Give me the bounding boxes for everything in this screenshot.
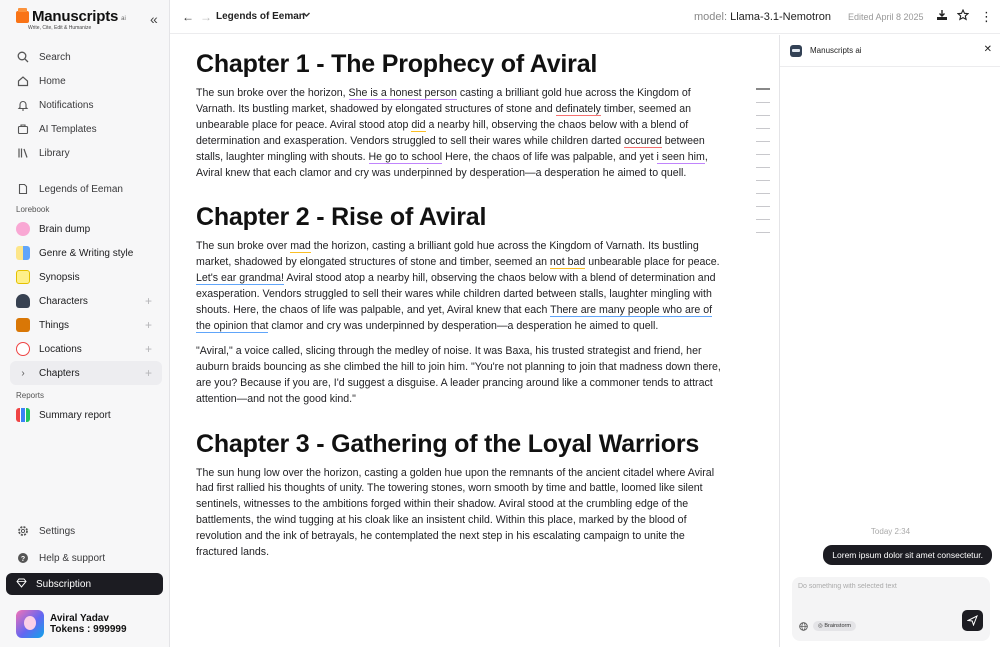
brain-icon bbox=[16, 222, 30, 236]
nav-notifications[interactable] bbox=[10, 93, 162, 117]
add-location-icon[interactable]: + bbox=[144, 342, 152, 356]
globe-icon[interactable] bbox=[799, 622, 808, 633]
bell-icon bbox=[16, 98, 30, 112]
nav-ai-templates-label: AI Templates bbox=[39, 123, 97, 135]
chevron-right-icon[interactable]: › bbox=[21, 367, 25, 379]
document-minimap[interactable] bbox=[756, 88, 770, 245]
briefcase-icon bbox=[16, 122, 30, 136]
chat-timestamp: Today 2:34 bbox=[870, 527, 911, 536]
subscription-label: Subscription bbox=[36, 578, 92, 590]
minimap-line bbox=[756, 167, 770, 168]
chapter-title[interactable]: Chapter 3 - Gathering of the Loyal Warriors bbox=[196, 429, 700, 458]
nav-library[interactable] bbox=[10, 141, 162, 165]
lore-synopsis-label: Synopsis bbox=[39, 271, 80, 283]
brand-ai-suffix: ai bbox=[121, 16, 126, 22]
suggestion-highlight[interactable]: definately bbox=[555, 102, 601, 115]
text-run: Here, the chaos of life was palpable, and yet bbox=[442, 150, 657, 163]
memo-icon bbox=[16, 270, 30, 284]
minimap-line bbox=[756, 180, 770, 181]
lore-brain-dump-label: Brain dump bbox=[39, 223, 91, 235]
lore-characters-label: Characters bbox=[39, 295, 88, 307]
text-run: Aviral stood atop a nearby hill, observing the chaos below with a blend of determination and exasperation. Vendors struggled to sell their wares while children darted between stalls, laughter mingling with shouts. Here, the chaos of life was palpable, and yet, Aviral knew that each bbox=[196, 272, 716, 317]
bar-chart-icon bbox=[16, 408, 30, 422]
report-summary[interactable] bbox=[10, 403, 162, 427]
send-icon bbox=[967, 615, 978, 626]
diamond-icon bbox=[16, 578, 27, 591]
nav-library-label: Library bbox=[39, 147, 70, 159]
suggestion-highlight[interactable]: mad bbox=[290, 240, 311, 253]
add-chapter-icon[interactable]: + bbox=[144, 366, 152, 380]
text-run: "Aviral," a voice called, slicing through the medley of noise. It was Baxa, his trusted strategist and friend, her auburn braids bouncing as she climbed the hill to join him. "You're not planning to join that madness down there, are you? Because if you are, I'd suggest a disguise. A leader prancing around like a commoner tends to attract attention—and not the good kind." bbox=[196, 344, 721, 405]
subscription-button[interactable] bbox=[6, 573, 163, 595]
text-run: between stalls, laughter mingling with shouts. bbox=[196, 134, 705, 163]
download-icon[interactable] bbox=[936, 9, 948, 24]
brainstorm-icon: ◎ bbox=[818, 623, 823, 629]
minimap-line bbox=[756, 141, 770, 142]
nav-ai-templates[interactable] bbox=[10, 117, 162, 141]
lore-characters[interactable] bbox=[10, 289, 162, 313]
ninja-icon bbox=[16, 294, 30, 308]
nav-home[interactable] bbox=[10, 69, 162, 93]
gear-icon bbox=[16, 524, 30, 538]
nav-settings[interactable] bbox=[10, 519, 162, 543]
document-editor[interactable] bbox=[196, 48, 726, 570]
more-options-icon[interactable]: ⋮ bbox=[980, 9, 993, 24]
text-run: The sun hung low over the horizon, casting a golden hue upon the remnants of the ancient citadel where Aviral had first rallied his thoughts of unity. The towering stones, worn smooth by time and battle, loomed like silent sentinels, witnesses to the ambitions forged within their shadow. Aviral stood at the crumbling edge of the battlements, the wind tugging at his cloak like an insistent child. Within this place, marked by the blood of revolution and the ink of betrayals, he contemplated the next step in his escalating campaign to unite the fractured lands. bbox=[196, 466, 715, 559]
chapter-title[interactable]: Chapter 1 - The Prophecy of Aviral bbox=[196, 50, 598, 78]
lore-genre-label: Genre & Writing style bbox=[39, 247, 134, 259]
add-character-icon[interactable]: + bbox=[144, 294, 152, 308]
close-icon[interactable]: ✕ bbox=[983, 44, 992, 55]
reports-heading: Reports bbox=[16, 391, 45, 400]
model-name: Llama-3.1-Nemotron bbox=[730, 11, 831, 23]
main-nav bbox=[10, 45, 162, 165]
robot-icon bbox=[790, 45, 802, 57]
lorebook-heading: Lorebook bbox=[16, 205, 50, 214]
lore-things-label: Things bbox=[39, 319, 70, 331]
text-run: The sun broke over the horizon, bbox=[196, 87, 349, 99]
ai-assistant-panel bbox=[779, 35, 1000, 647]
minimap-line bbox=[756, 193, 770, 194]
search-icon bbox=[16, 50, 30, 64]
suggestion-highlight[interactable]: i seen him bbox=[656, 150, 705, 163]
add-thing-icon[interactable]: + bbox=[144, 318, 152, 332]
sidebar bbox=[0, 0, 170, 647]
suggestion-highlight[interactable]: occured bbox=[624, 134, 662, 147]
nav-settings-label: Settings bbox=[39, 525, 76, 537]
chat-message-bubble: Lorem ipsum dolor sit amet consectetur. bbox=[823, 545, 992, 565]
suggestion-highlight[interactable]: He go to school bbox=[368, 150, 443, 163]
minimap-line bbox=[756, 232, 770, 233]
lore-genre-writing-style[interactable] bbox=[10, 241, 162, 265]
chapter-paragraph[interactable] bbox=[196, 239, 726, 334]
suggestion-highlight[interactable]: Let's ear grandma! bbox=[196, 272, 284, 285]
user-name: Aviral Yadav bbox=[50, 613, 109, 624]
avatar bbox=[16, 610, 44, 638]
nav-home-label: Home bbox=[39, 75, 66, 87]
report-summary-label: Summary report bbox=[39, 409, 111, 421]
suggestion-highlight[interactable]: not bad bbox=[549, 256, 586, 269]
chapter-paragraph[interactable] bbox=[196, 86, 726, 181]
nav-document-label: Legends of Eeman bbox=[39, 183, 123, 195]
forward-arrow-icon[interactable]: → bbox=[200, 10, 212, 24]
suggestion-highlight[interactable]: did bbox=[411, 118, 426, 131]
ai-panel-header bbox=[780, 35, 1000, 67]
brand-logo[interactable] bbox=[16, 8, 126, 31]
minimap-line bbox=[756, 128, 770, 129]
lore-synopsis[interactable] bbox=[10, 265, 162, 289]
lore-brain-dump[interactable] bbox=[10, 217, 162, 241]
brand-tagline: Write, Cite, Edit & Humanize bbox=[28, 25, 92, 31]
brainstorm-chip[interactable] bbox=[813, 621, 856, 631]
text-run: a nearby hill, observing the chaos below with a blend of determination and exasperation. Vendors struggled to sell their wares while children darted bbox=[196, 118, 689, 147]
chat-composer bbox=[792, 577, 990, 641]
manuscripts-logo-icon bbox=[16, 11, 29, 23]
help-icon bbox=[16, 551, 30, 565]
nav-search-label: Search bbox=[39, 51, 71, 63]
lore-things[interactable] bbox=[10, 313, 162, 337]
minimap-line bbox=[756, 88, 770, 90]
ai-panel-title: Manuscripts ai bbox=[810, 46, 862, 55]
chapter-title[interactable]: Chapter 2 - Rise of Aviral bbox=[196, 203, 487, 232]
chat-input[interactable] bbox=[798, 583, 978, 603]
chapter-paragraph[interactable] bbox=[196, 344, 726, 408]
lore-chapters[interactable] bbox=[10, 361, 162, 385]
user-profile[interactable] bbox=[16, 610, 127, 638]
nav-document[interactable] bbox=[10, 177, 162, 201]
minimap-line bbox=[756, 102, 770, 103]
lore-chapters-label: Chapters bbox=[39, 367, 80, 379]
brand-name: Manuscripts bbox=[32, 8, 119, 25]
text-run: clamor and cry was underpinned by desperation—a desperation he aimed to quell. bbox=[268, 319, 659, 332]
masks-icon bbox=[16, 246, 30, 260]
chevron-down-icon[interactable] bbox=[302, 10, 311, 22]
home-icon bbox=[16, 74, 30, 88]
text-run: timber, seemed an unbearable place for peace. Aviral stood atop bbox=[196, 102, 692, 131]
nav-help[interactable] bbox=[10, 546, 162, 570]
books-icon bbox=[16, 146, 30, 160]
text-run: , Aviral knew that each clamor and cry was underpinned by desperation—a desperation he aimed to quell. bbox=[196, 150, 708, 179]
minimap-line bbox=[756, 115, 770, 116]
document-icon bbox=[16, 182, 30, 196]
box-icon bbox=[16, 318, 30, 332]
lore-locations[interactable] bbox=[10, 337, 162, 361]
nav-help-label: Help & support bbox=[39, 552, 106, 564]
edited-timestamp: Edited April 8 2025 bbox=[848, 12, 924, 22]
text-run: The sun broke over bbox=[196, 240, 291, 253]
lore-locations-label: Locations bbox=[39, 343, 82, 355]
minimap-line bbox=[756, 219, 770, 220]
brainstorm-label: Brainstorm bbox=[824, 623, 851, 629]
text-run: casting a brilliant gold hue across the Kingdom of Varnath. Its bustling market, shadowed by elongated structures of stone and bbox=[196, 87, 691, 115]
lorebook-section bbox=[10, 203, 162, 385]
model-selector[interactable] bbox=[694, 11, 831, 23]
text-run: unbearable place for peace. bbox=[585, 256, 720, 269]
document-nav bbox=[10, 177, 162, 201]
user-tokens: Tokens : 999999 bbox=[50, 624, 127, 635]
suggestion-highlight[interactable]: There are many people who are of the opinion that bbox=[196, 304, 713, 332]
text-run: the horizon, casting a brilliant gold hue across the Kingdom of Varnath. Its bustling market, shadowed by elongated structures of stone and timber, seemed an bbox=[196, 240, 699, 269]
star-icon[interactable] bbox=[957, 9, 969, 24]
nav-search[interactable] bbox=[10, 45, 162, 69]
minimap-line bbox=[756, 154, 770, 155]
footer-nav bbox=[10, 519, 162, 570]
document-title-dropdown[interactable]: Legends of Eeman bbox=[216, 11, 305, 22]
nav-notifications-label: Notifications bbox=[39, 99, 94, 111]
minimap-line bbox=[756, 206, 770, 207]
suggestion-highlight[interactable]: She is a honest person bbox=[348, 87, 457, 99]
reports-section bbox=[10, 389, 162, 427]
svg-text:?: ? bbox=[20, 556, 26, 563]
send-button[interactable] bbox=[962, 610, 983, 631]
chapter-paragraph[interactable] bbox=[196, 466, 726, 561]
compass-icon bbox=[16, 342, 30, 356]
model-prefix: model: bbox=[694, 11, 728, 23]
back-arrow-icon[interactable]: ← bbox=[182, 10, 194, 24]
collapse-sidebar-icon[interactable]: « bbox=[150, 11, 158, 27]
top-bar bbox=[170, 0, 1000, 34]
